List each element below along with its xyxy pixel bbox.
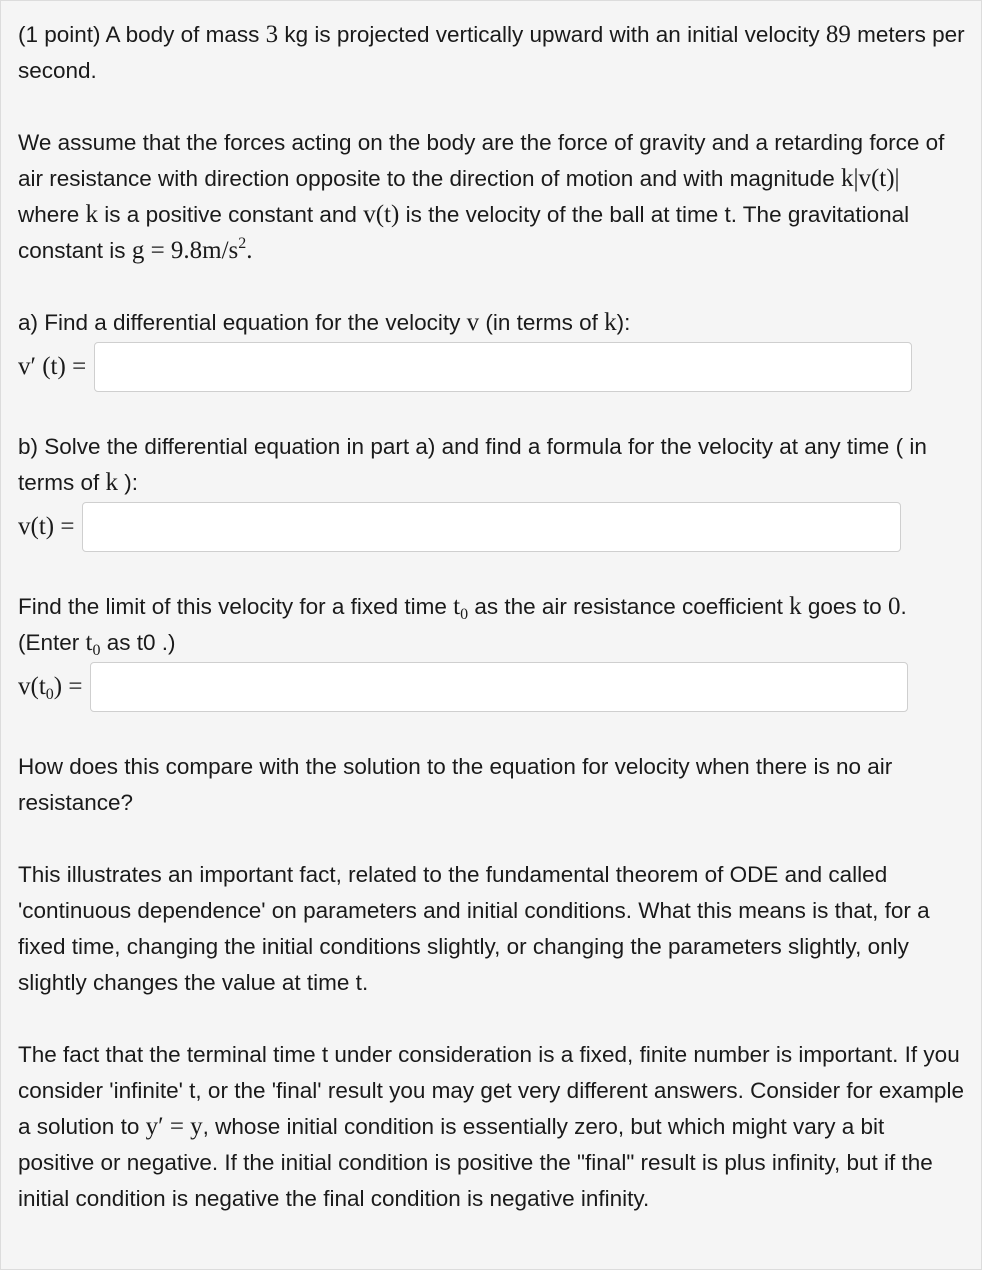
limit-subscript: 0 [460, 606, 469, 623]
gravity-end: . [246, 237, 253, 264]
part-a-v: v [466, 309, 480, 336]
forces-k: k [85, 201, 99, 228]
limit-text-3: goes to [801, 594, 888, 619]
forces-text-2: where [18, 202, 86, 227]
problem-intro [18, 17, 966, 89]
limit-text-4: . (Enter [18, 594, 907, 655]
part-b-k: k [105, 469, 119, 496]
part-a-answer-row [18, 341, 966, 393]
fact-paragraph [18, 1037, 966, 1217]
part-a-prompt [18, 305, 966, 341]
fact-equation: y′ = y [145, 1113, 203, 1140]
velocity-value: 89 [825, 21, 851, 48]
problem-content [18, 17, 966, 1217]
limit-answer-row [18, 661, 966, 713]
limit-t-2: t [85, 629, 93, 656]
part-a-label: v′ (t) = [18, 353, 87, 380]
limit-label-subscript: 0 [45, 686, 54, 703]
intro-text: (1 point) A body of mass [18, 22, 266, 47]
part-a-k: k [604, 309, 617, 336]
part-a-answer-input[interactable] [94, 342, 912, 392]
limit-text-5: as t0 .) [100, 630, 176, 655]
limit-label-text: v(t [18, 673, 46, 700]
forces-magnitude: k|v(t)| [840, 165, 900, 192]
limit-subscript-2: 0 [92, 642, 101, 659]
limit-text: Find the limit of this velocity for a fixed time [18, 594, 454, 619]
limit-prompt [18, 589, 966, 661]
part-a-text-3: ): [616, 310, 631, 335]
compare-paragraph: How does this compare with the solution to the equation for velocity when there is no air resistance? [18, 754, 893, 815]
gravity-equation: g = 9.8m/s [131, 237, 239, 264]
forces-text-3: is a positive constant and [98, 202, 364, 227]
part-b-label: v(t) = [18, 513, 75, 540]
limit-label-end: ) = [53, 673, 83, 700]
part-b-answer-input[interactable] [82, 502, 901, 552]
limit-t: t [453, 593, 461, 620]
forces-text: We assume that the forces acting on the body are the force of gravity and a retarding force of air resistance with direction opposite to the direction of motion and with magnitude [18, 130, 945, 191]
limit-label [18, 669, 82, 705]
gravity-exponent: 2 [238, 235, 247, 252]
part-b-prompt [18, 429, 966, 501]
fact-text-2: , whose initial condition is essentially zero, but which might vary a bit positive or negative. If the initial condition is positive the "final" result is plus infinity, but if the initial condition is negative the final condition is negative infinity. [18, 1114, 933, 1211]
part-b-text-2: ): [118, 470, 139, 495]
limit-answer-input[interactable] [90, 662, 908, 712]
forces-vt: v(t) [363, 201, 400, 228]
limit-k: k [789, 593, 802, 620]
limit-zero: 0 [887, 593, 901, 620]
forces-text-4: is the velocity of the ball at time t. The gravitational constant is [18, 202, 910, 263]
intro-text-3: meters per second. [18, 22, 965, 83]
illustrate-paragraph: This illustrates an important fact, related to the fundamental theorem of ODE and called 'continuous dependence' on parameters and initial conditions. What this means is that, for a fixed time, changing the initial conditions slightly, or changing the parameters slightly, only slightly changes the value at time t. [18, 862, 930, 995]
limit-text-2: as the air resistance coefficient [468, 594, 790, 619]
forces-paragraph [18, 125, 966, 269]
part-b-text: b) Solve the differential equation in part a) and find a formula for the velocity at any time ( in terms of [18, 434, 927, 495]
part-b-answer-row [18, 501, 966, 553]
part-a-text: a) Find a differential equation for the velocity [18, 310, 467, 335]
mass-value: 3 [265, 21, 279, 48]
intro-text-2: kg is projected vertically upward with an initial velocity [278, 22, 826, 47]
part-a-text-2: (in terms of [479, 310, 605, 335]
fact-text: The fact that the terminal time t under consideration is a fixed, finite number is important. If you consider 'infinite' t, or the 'final' result you may get very different answers. Consider for example a solution to [18, 1042, 964, 1139]
